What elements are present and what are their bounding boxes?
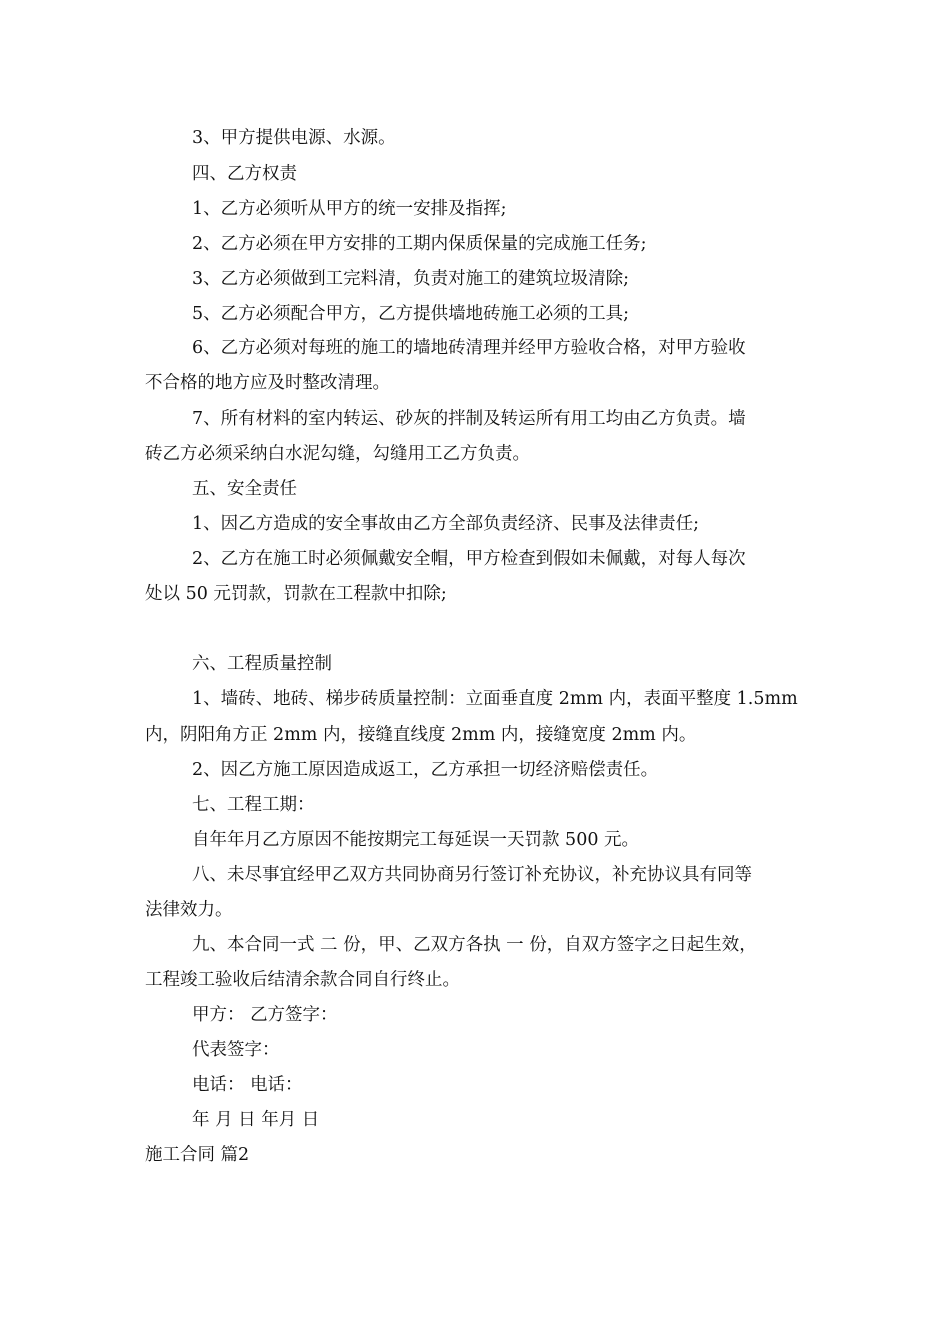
- section-heading: 五、安全责任: [192, 479, 297, 499]
- paragraph-line: 2、乙方必须在甲方安排的工期内保质保量的完成施工任务;: [192, 234, 647, 254]
- paragraph-line: 法律效力。: [145, 900, 233, 920]
- paragraph-line: 自年年月乙方原因不能按期完工每延误一天罚款 500 元。: [192, 830, 640, 850]
- paragraph-line: 八、未尽事宜经甲乙双方共同协商另行签订补充协议，补充协议具有同等: [192, 865, 752, 885]
- paragraph-line: 1、因乙方造成的安全事故由乙方全部负责经济、民事及法律责任;: [192, 514, 700, 534]
- paragraph-line: 内，阴阳角方正 2mm 内，接缝直线度 2mm 内，接缝宽度 2mm 内。: [145, 725, 697, 745]
- paragraph-line: 6、乙方必须对每班的施工的墙地砖清理并经甲方验收合格，对甲方验收: [192, 338, 746, 358]
- paragraph-line: 不合格的地方应及时整改清理。: [145, 373, 390, 393]
- paragraph-line: 砖乙方必须采纳白水泥勾缝，勾缝用工乙方负责。: [145, 444, 530, 464]
- document-title: 施工合同 篇2: [145, 1145, 250, 1165]
- paragraph-line: 处以 50 元罚款，罚款在工程款中扣除;: [145, 584, 447, 604]
- paragraph-line: 1、墙砖、地砖、梯步砖质量控制：立面垂直度 2mm 内，表面平整度 1.5mm: [192, 689, 798, 709]
- paragraph-line: 3、乙方必须做到工完料清，负责对施工的建筑垃圾清除;: [192, 269, 630, 289]
- section-heading: 四、乙方权责: [192, 164, 297, 184]
- signature-line: 代表签字：: [192, 1040, 280, 1060]
- section-heading: 七、工程工期：: [192, 795, 315, 815]
- paragraph-line: 2、乙方在施工时必须佩戴安全帽，甲方检查到假如未佩戴，对每人每次: [192, 549, 746, 569]
- signature-line: 电话： 电话：: [192, 1075, 303, 1095]
- paragraph-line: 九、本合同一式 二 份，甲、乙双方各执 一 份，自双方签字之日起生效，: [192, 935, 757, 955]
- paragraph-line: 3、甲方提供电源、水源。: [192, 128, 396, 148]
- paragraph-line: 5、乙方必须配合甲方，乙方提供墙地砖施工必须的工具;: [192, 304, 630, 324]
- signature-line: 甲方： 乙方签字：: [192, 1005, 338, 1025]
- section-heading: 六、工程质量控制: [192, 654, 332, 674]
- paragraph-line: 工程竣工验收后结清余款合同自行终止。: [145, 970, 460, 990]
- paragraph-line: 1、乙方必须听从甲方的统一安排及指挥;: [192, 199, 507, 219]
- paragraph-line: 2、因乙方施工原因造成返工，乙方承担一切经济赔偿责任。: [192, 760, 659, 780]
- date-line: 年 月 日 年月 日: [192, 1110, 320, 1130]
- paragraph-line: 7、所有材料的室内转运、砂灰的拌制及转运所有用工均由乙方负责。墙: [192, 409, 746, 429]
